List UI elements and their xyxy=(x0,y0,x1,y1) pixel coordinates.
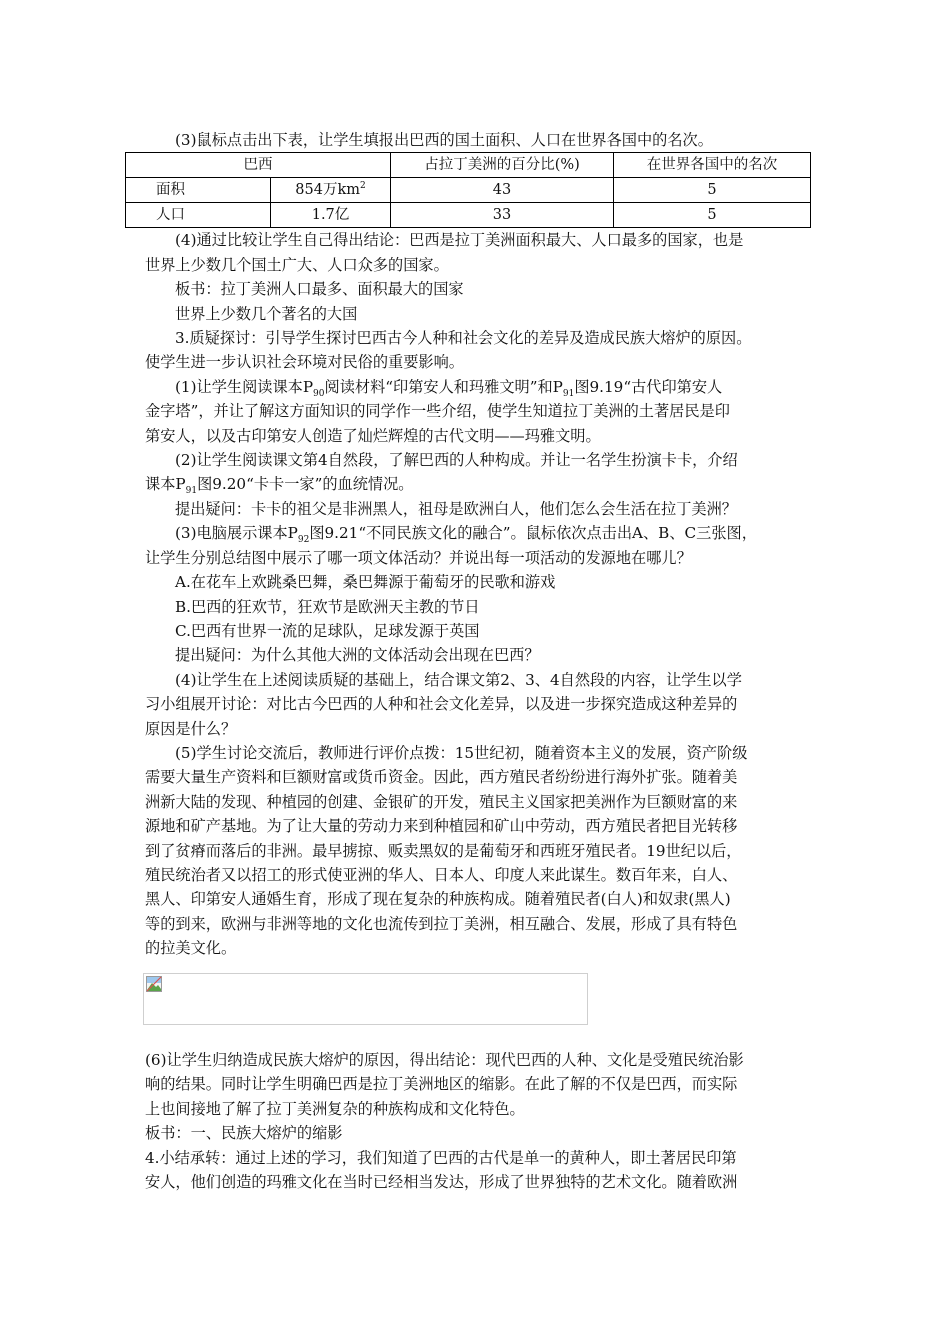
row-value: 1.7亿 xyxy=(271,203,391,228)
paragraph-1: (1)让学生阅读课本$P_{90}$阅读材料“印第安人和玛雅文明”和$P_{91}$图9.19“古代印第安人 xyxy=(175,377,723,399)
paragraph-2: (2)让学生阅读课文第4自然段，了解巴西的人种构成。并让一名学生扮演卡卡，介绍 xyxy=(175,451,738,470)
paragraph-5-line: 到了贫瘠而落后的非洲。最早掳掠、贩卖黑奴的是葡萄牙和西班牙殖民者。19世纪以后， xyxy=(145,841,742,860)
row-percent: 43 xyxy=(391,178,614,203)
paragraph-1-line: 金字塔”，并让了解这方面知识的同学作一些介绍，使学生知道拉丁美洲的土著居民是印 xyxy=(145,402,730,421)
paragraph-3: (3)电脑展示课本$P_{92}$图9.21“不同民族文化的融合”。鼠标依次点击出A、B、C三张图， xyxy=(175,524,757,546)
table-header-cell: 在世界各国中的名次 xyxy=(614,153,811,178)
row-label: 面积 xyxy=(126,178,271,203)
paragraph-5-line: 需要大量生产资料和巨额财富或货币资金。因此，西方殖民者纷纷进行海外扩张。随着美 xyxy=(145,768,738,787)
paragraph-5-line: 等的到来，欧洲与非洲等地的文化也流传到拉丁美洲，相互融合、发展，形成了具有特色 xyxy=(145,914,738,933)
board-note: 世界上少数几个著名的大国 xyxy=(175,304,358,323)
brazil-stats-table xyxy=(125,152,811,228)
board-note: 板书：拉丁美洲人口最多、面积最大的国家 xyxy=(175,280,464,299)
row-percent: 33 xyxy=(391,203,614,228)
paragraph-6-line: 上也间接地了解了拉丁美洲复杂的种族构成和文化特色。 xyxy=(145,1099,525,1118)
paragraph-5-line: 洲新大陆的发现、种植园的创建、金银矿的开发，殖民主义国家把美洲作为巨额财富的来 xyxy=(145,792,738,811)
paragraph-5-line: 黑人、印第安人通婚生育，形成了现在复杂的种族构成。随着殖民者(白人)和奴隶(黑人) xyxy=(145,890,731,909)
row-value: 854万$km^2$ xyxy=(271,178,391,203)
row-rank: 5 xyxy=(614,203,811,228)
table-row xyxy=(126,203,811,228)
section-line: 使学生进一步认识社会环境对民俗的重要影响。 xyxy=(145,353,464,372)
row-label: 人口 xyxy=(126,203,271,228)
option-b: B.巴西的狂欢节，狂欢节是欧洲天主教的节日 xyxy=(175,597,480,616)
table-row xyxy=(126,178,811,203)
paragraph-5-line: 源地和矿产基地。为了让大量的劳动力来到种植园和矿山中劳动，西方殖民者把目光转移 xyxy=(145,817,738,836)
paragraph-2-line: 课本$P_{91}$图9.20“卡卡一家”的血统情况。 xyxy=(145,475,414,497)
table-header-cell: 占拉丁美洲的百分比(%) xyxy=(391,153,614,178)
conclusion-line: (4)通过比较让学生自己得出结论：巴西是拉丁美洲面积最大、人口最多的国家，也是 xyxy=(175,231,744,250)
paragraph-4-line: 原因是什么？ xyxy=(145,719,237,738)
table-header-row xyxy=(126,153,811,178)
table-header-cell: 巴西 xyxy=(126,153,391,178)
paragraph-6-line: 响的结果。同时让学生明确巴西是拉丁美洲地区的缩影。在此了解的不仅是巴西，而实际 xyxy=(145,1075,738,1094)
intro-line: (3)鼠标点击出下表，让学生填报出巴西的国土面积、人口在世界各国中的名次。 xyxy=(175,131,713,149)
question-line: 提出疑问：为什么其他大洲的文体活动会出现在巴西？ xyxy=(175,646,540,665)
row-rank: 5 xyxy=(614,178,811,203)
section-heading: 3.质疑探讨：引导学生探讨巴西古今人种和社会文化的差异及造成民族大熔炉的原因。 xyxy=(175,329,752,348)
document-body-lower xyxy=(145,1048,815,1194)
board-note: 板书：一、民族大熔炉的缩影 xyxy=(145,1124,343,1143)
document-body xyxy=(145,128,815,961)
summary-line: 4.小结承转：通过上述的学习，我们知道了巴西的古代是单一的黄种人，即土著居民印第 xyxy=(145,1148,737,1167)
paragraph-4-line: 习小组展开讨论：对比古今巴西的人种和社会文化差异，以及进一步探究造成这种差异的 xyxy=(145,695,738,714)
paragraph-5: (5)学生讨论交流后，教师进行评价点拨：15世纪初，随着资本主义的发展，资产阶级 xyxy=(175,743,748,762)
question-line: 提出疑问：卡卡的祖父是非洲黑人，祖母是欧洲白人，他们怎么会生活在拉丁美洲？ xyxy=(175,499,737,518)
paragraph-1-line: 第安人，以及古印第安人创造了灿烂辉煌的古代文明——玛雅文明。 xyxy=(145,426,601,445)
option-c: C.巴西有世界一流的足球队，足球发源于英国 xyxy=(175,621,480,640)
image-placeholder xyxy=(143,973,588,1025)
summary-line: 安人，他们创造的玛雅文化在当时已经相当发达，形成了世界独特的艺术文化。随着欧洲 xyxy=(145,1173,738,1192)
paragraph-6: (6)让学生归纳造成民族大熔炉的原因，得出结论：现代巴西的人种、文化是受殖民统治影 xyxy=(145,1051,744,1069)
paragraph-5-line: 殖民统治者又以招工的形式使亚洲的华人、日本人、印度人来此谋生。数百年来，白人、 xyxy=(145,865,738,884)
paragraph-5-line: 的拉美文化。 xyxy=(145,939,237,958)
conclusion-line: 世界上少数几个国土广大、人口众多的国家。 xyxy=(145,255,449,274)
broken-image-icon xyxy=(146,976,162,992)
superscript: 2 xyxy=(359,181,366,192)
paragraph-4: (4)让学生在上述阅读质疑的基础上，结合课文第2、3、4自然段的内容，让学生以学 xyxy=(175,670,742,689)
paragraph-3-line: 让学生分别总结图中展示了哪一项文体活动？并说出每一项活动的发源地在哪儿？ xyxy=(145,548,692,567)
option-a: A.在花车上欢跳桑巴舞，桑巴舞源于葡萄牙的民歌和游戏 xyxy=(175,573,556,592)
